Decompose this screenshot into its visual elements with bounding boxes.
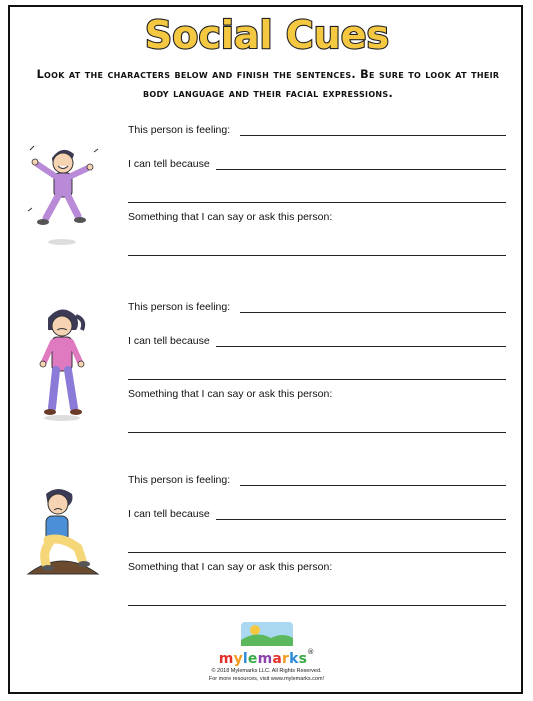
say-answer-line[interactable] — [128, 432, 506, 433]
brand-name — [0, 648, 533, 667]
instructions: Look at the characters below and finish the sentences. Be sure to look at their body language and their facial expressions. — [36, 68, 500, 100]
because-label: I can tell because — [128, 335, 210, 347]
brand-letter: a — [272, 651, 283, 667]
because-answer-line-2[interactable] — [128, 552, 506, 553]
angry-girl-icon — [22, 300, 102, 425]
feeling-answer-line[interactable] — [240, 135, 506, 136]
say-label: Something that I can say or ask this person: — [128, 388, 333, 400]
because-answer-line-1[interactable] — [216, 519, 506, 520]
trademark-mark: ® — [307, 648, 315, 656]
because-answer-line-2[interactable] — [128, 202, 506, 203]
copyright-text: © 2018 Mylemarks LLC. All Rights Reserved. — [211, 668, 322, 674]
feeling-label: This person is feeling: — [128, 124, 231, 136]
brand-letter: m — [257, 651, 273, 667]
feeling-label: This person is feeling: — [128, 474, 231, 486]
brand-wordmark — [219, 651, 307, 667]
because-answer-line-2[interactable] — [128, 379, 506, 380]
excited-jumping-kid-icon — [22, 138, 102, 248]
feeling-answer-line[interactable] — [240, 485, 506, 486]
say-label: Something that I can say or ask this person: — [128, 561, 333, 573]
title-text: Social Cues — [144, 13, 389, 57]
feeling-answer-line[interactable] — [240, 312, 506, 313]
because-label: I can tell because — [128, 508, 210, 520]
brand-letter: k — [289, 651, 299, 667]
because-answer-line-1[interactable] — [216, 346, 506, 347]
footer — [0, 620, 533, 683]
resources-text: For more resources, visit www.mylemarks.com! — [208, 676, 325, 682]
title-art — [137, 12, 397, 58]
mylemarks-logo-icon — [237, 620, 297, 648]
say-answer-line[interactable] — [128, 255, 506, 256]
feeling-label: This person is feeling: — [128, 301, 231, 313]
page-title — [0, 12, 533, 58]
brand-letter: y — [233, 651, 243, 667]
brand-letter: s — [298, 651, 308, 667]
brand-letter: r — [282, 651, 290, 667]
because-answer-line-1[interactable] — [216, 169, 506, 170]
brand-letter: m — [218, 651, 234, 667]
because-label: I can tell because — [128, 158, 210, 170]
say-answer-line[interactable] — [128, 605, 506, 606]
brand-letter: l — [242, 651, 248, 667]
sad-sitting-boy-icon — [22, 486, 102, 581]
brand-letter: e — [247, 651, 258, 667]
say-label: Something that I can say or ask this person: — [128, 211, 333, 223]
